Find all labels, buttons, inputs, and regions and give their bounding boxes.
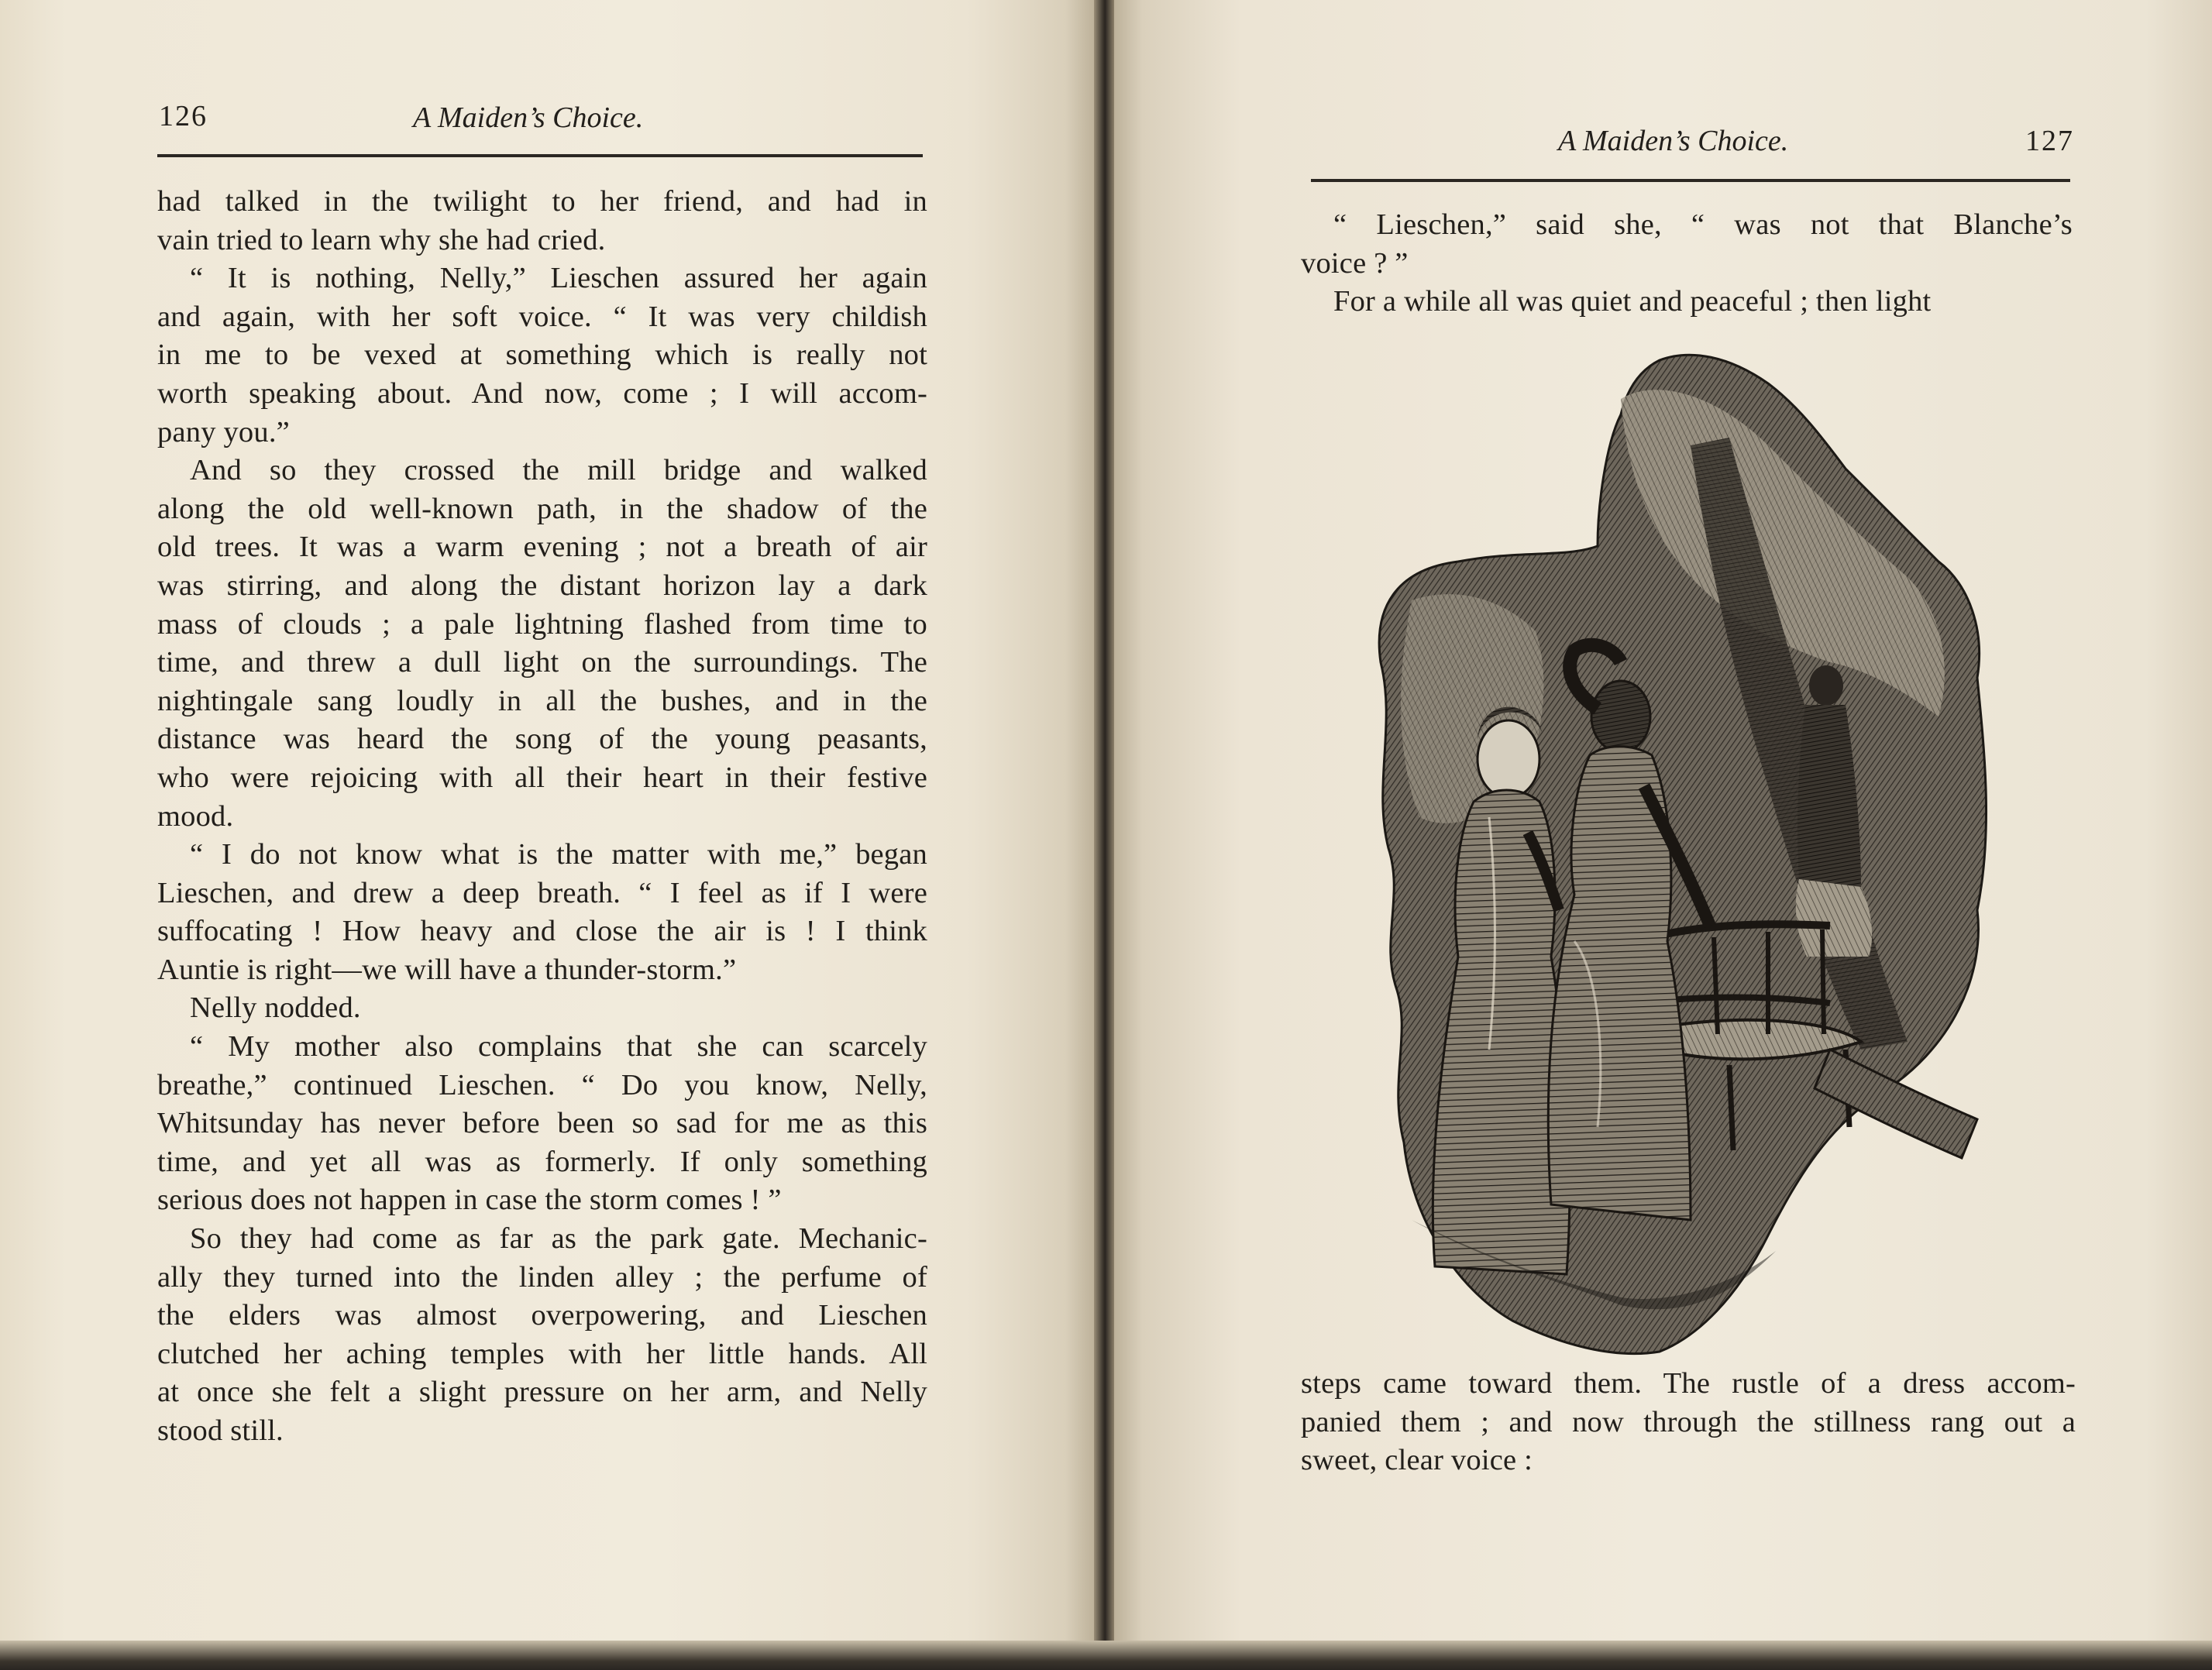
text-line: who were rejoicing with all their heart in their festive — [157, 761, 927, 794]
right-page-body-bottom — [1301, 1365, 2076, 1480]
text-line: “ I do not know what is the matter with me,” began — [190, 838, 927, 871]
text-line: “ My mother also complains that she can scarcely — [190, 1030, 927, 1064]
text-line: time, and yet all was as formerly. If only something — [157, 1145, 927, 1178]
text-line: Auntie is right—we will have a thunder-storm.” — [157, 953, 737, 986]
right-page-body-top — [1301, 206, 2073, 321]
text-line: at once she felt a slight pressure on her arm, and Nelly — [157, 1376, 927, 1409]
paragraph — [157, 259, 927, 452]
left-header-rule — [157, 154, 923, 157]
paragraph — [1301, 1365, 2076, 1480]
text-line: was stirring, and along the distant horizon lay a dark — [157, 569, 927, 602]
text-line: “ It is nothing, Nelly,” Lieschen assured her again — [190, 262, 927, 295]
book-bottom-edge — [0, 1641, 2212, 1670]
text-line: serious does not happen in case the storm comes ! ” — [157, 1184, 782, 1217]
paragraph — [157, 836, 927, 989]
text-line: For a while all was quiet and peaceful ; then light — [1333, 285, 1932, 318]
text-line: breathe,” continued Lieschen. “ Do you know, Nelly, — [157, 1068, 927, 1101]
text-line: had talked in the twilight to her friend, and had in — [157, 185, 927, 218]
paragraph — [1301, 283, 2073, 321]
illustration-svg — [1365, 352, 2008, 1359]
text-line: time, and threw a dull light on the surroundings. The — [157, 646, 927, 679]
text-line: in me to be vexed at something which is really not — [157, 338, 927, 372]
text-line: suffocating ! How heavy and close the air is ! I think — [157, 915, 927, 948]
engraving-illustration — [1365, 352, 2008, 1359]
left-page-body — [157, 183, 927, 1451]
text-line: panied them ; and now through the stillness rang out a — [1301, 1405, 2076, 1438]
text-line: the elders was almost overpowering, and Lieschen — [157, 1299, 927, 1332]
text-line: sweet, clear voice : — [1301, 1444, 1533, 1477]
text-line: distance was heard the song of the young peasants, — [157, 723, 927, 756]
text-line: vain tried to learn why she had cried. — [157, 223, 606, 256]
right-page-number: 127 — [2025, 125, 2074, 157]
book-gutter — [1094, 0, 1114, 1670]
text-line: pany you.” — [157, 415, 290, 448]
text-line: Whitsunday has never before been so sad for me as this — [157, 1107, 927, 1140]
left-running-title: A Maiden’s Choice. — [413, 101, 644, 134]
text-line: along the old well-known path, in the shadow of the — [157, 492, 927, 525]
text-line: ally they turned into the linden alley ; the perfume of — [157, 1260, 927, 1294]
text-line: nightingale sang loudly in all the bushes, and in the — [157, 684, 927, 717]
text-line: mood. — [157, 799, 234, 833]
paragraph — [1301, 206, 2073, 283]
text-line: clutched her aching temples with her little hands. All — [157, 1337, 927, 1370]
left-page — [0, 0, 1099, 1670]
text-line: voice ? ” — [1301, 246, 1409, 280]
text-line: So they had come as far as the park gate. Mechanic- — [190, 1222, 927, 1256]
paragraph — [157, 183, 927, 259]
text-line: steps came toward them. The rustle of a dress accom- — [1301, 1367, 2076, 1400]
paragraph — [157, 452, 927, 836]
text-line: And so they crossed the mill bridge and walked — [190, 454, 927, 487]
text-line: and again, with her soft voice. “ It was very childish — [157, 300, 927, 333]
paragraph — [157, 1220, 927, 1451]
text-line: Nelly nodded. — [190, 991, 361, 1025]
left-page-number: 126 — [159, 100, 208, 132]
paragraph — [157, 1028, 927, 1220]
text-line: Lieschen, and drew a deep breath. “ I feel as if I were — [157, 876, 927, 909]
text-line: mass of clouds ; a pale lightning flashed from time to — [157, 607, 927, 641]
text-line: worth speaking about. And now, come ; I will accom- — [157, 376, 927, 410]
right-header-rule — [1311, 179, 2070, 182]
paragraph — [157, 989, 927, 1028]
text-line: old trees. It was a warm evening ; not a breath of air — [157, 531, 927, 564]
right-running-title: A Maiden’s Choice. — [1558, 125, 1789, 157]
text-line: stood still. — [157, 1414, 284, 1447]
text-line: “ Lieschen,” said she, “ was not that Blanche’s — [1333, 208, 2073, 241]
